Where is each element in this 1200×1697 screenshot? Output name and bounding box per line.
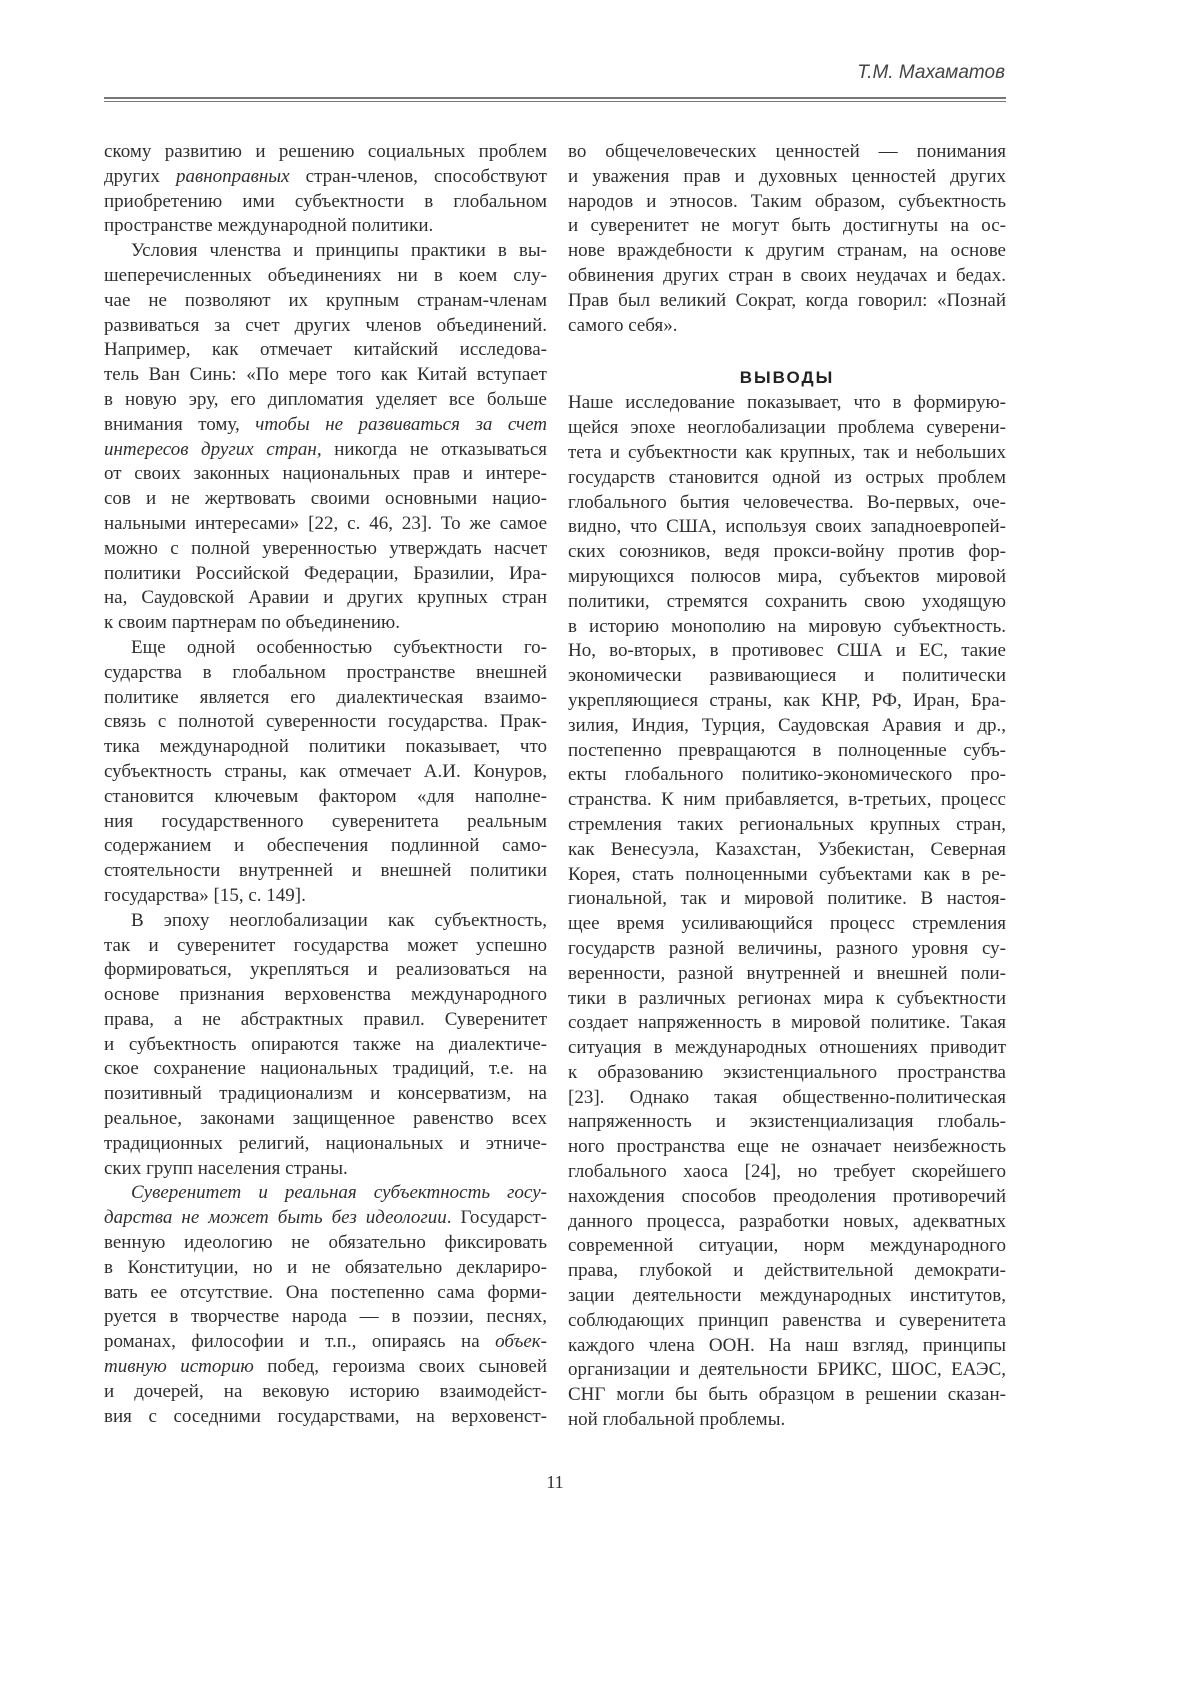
text-span: во общечеловеческих ценностей — понимания bbox=[568, 141, 1006, 162]
text-span: чае не позволяют их крупным странам-членам bbox=[104, 290, 547, 311]
text-line bbox=[568, 1160, 1006, 1185]
text-span: и уважения прав и духовных ценностей других bbox=[568, 166, 1006, 187]
text-line bbox=[568, 664, 1006, 689]
text-span: традиционных религий, национальных и этниче- bbox=[104, 1133, 547, 1154]
text-span: содержанием и обеспечения подлинной само- bbox=[104, 835, 547, 856]
text-line bbox=[568, 1334, 1006, 1359]
section-heading-conclusions: ВЫВОДЫ bbox=[568, 365, 1006, 391]
text-line bbox=[104, 983, 547, 1008]
text-span: ной глобальной проблемы. bbox=[568, 1409, 785, 1430]
text-span: ного пространства еще не означает неизбежность bbox=[568, 1136, 1006, 1157]
italic-text-span: чтобы не развиваться за счет bbox=[255, 414, 547, 435]
text-span: тика международной политики показывает, что bbox=[104, 736, 547, 757]
text-span: Прав был великий Сократ, когда говорил: «Познай bbox=[568, 290, 1006, 311]
text-span: Например, как отмечает китайский исследова- bbox=[104, 339, 547, 360]
text-line bbox=[104, 289, 547, 314]
text-span: скому развитию и решению социальных проблем bbox=[104, 141, 547, 162]
text-span: стремления таких региональных крупных стран, bbox=[568, 814, 1006, 835]
text-line bbox=[568, 441, 1006, 466]
text-span: руется в творчестве народа — в поэзии, песнях, bbox=[104, 1306, 547, 1327]
text-line bbox=[104, 363, 547, 388]
text-span: права, а не абстрактных правил. Суверенитет bbox=[104, 1009, 547, 1030]
text-line bbox=[568, 214, 1006, 239]
text-line bbox=[568, 239, 1006, 264]
paragraph bbox=[104, 239, 547, 636]
text-line bbox=[568, 1210, 1006, 1235]
text-span: В эпоху неоглобализации как субъектность, bbox=[131, 910, 547, 931]
text-line bbox=[104, 1305, 547, 1330]
text-line bbox=[104, 1181, 547, 1206]
text-span: создает напряженность в мировой политике. Такая bbox=[568, 1012, 1006, 1033]
text-span: реальное, законами защищенное равенство всех bbox=[104, 1108, 547, 1129]
text-span: государств становится одной из острых проблем bbox=[568, 467, 1006, 488]
text-span: тики в различных регионах мира к субъектности bbox=[568, 988, 1006, 1009]
text-line bbox=[104, 214, 547, 239]
paragraph bbox=[104, 1181, 547, 1429]
text-line bbox=[104, 438, 547, 463]
text-span: венную идеологию не обязательно фиксировать bbox=[104, 1232, 547, 1253]
text-line bbox=[568, 416, 1006, 441]
text-span: и субъектность опираются также на диалектиче- bbox=[104, 1034, 547, 1055]
text-span: пространстве международной политики. bbox=[104, 215, 433, 236]
text-line bbox=[104, 190, 547, 215]
text-span: государств разной величины, разного уровня су- bbox=[568, 938, 1006, 959]
text-line bbox=[104, 586, 547, 611]
italic-text-span: объек- bbox=[495, 1331, 547, 1352]
text-line bbox=[568, 466, 1006, 491]
text-line bbox=[104, 388, 547, 413]
page-number: 11 bbox=[0, 1472, 1110, 1493]
text-span: мирующихся полюсов мира, субъектов мировой bbox=[568, 566, 1006, 587]
text-line bbox=[104, 1008, 547, 1033]
text-span: глобального бытия человечества. Во-первых, оче- bbox=[568, 492, 1006, 513]
text-span: Еще одной особенностью субъектности го- bbox=[131, 637, 547, 658]
text-span: ситуация в международных отношениях приводит bbox=[568, 1037, 1006, 1058]
text-span: Но, во-вторых, в противовес США и ЕС, такие bbox=[568, 640, 1006, 661]
text-line bbox=[568, 314, 1006, 339]
text-span: нальными интересами» [22, с. 46, 23]. То же самое bbox=[104, 513, 547, 534]
text-line bbox=[568, 1234, 1006, 1259]
text-line bbox=[568, 491, 1006, 516]
italic-text-span: Суверенитет и реальная субъектность госу- bbox=[131, 1182, 547, 1203]
text-span: и дочерей, на вековую историю взаимодейст- bbox=[104, 1381, 547, 1402]
text-line bbox=[568, 912, 1006, 937]
text-line bbox=[568, 639, 1006, 664]
text-span: других bbox=[104, 166, 176, 187]
text-span: тета и субъектности как крупных, так и небольших bbox=[568, 442, 1006, 463]
text-span: к своим партнерам по объединению. bbox=[104, 612, 400, 633]
text-line bbox=[568, 264, 1006, 289]
text-line bbox=[104, 661, 547, 686]
text-line bbox=[104, 338, 547, 363]
text-line bbox=[568, 1284, 1006, 1309]
text-line bbox=[104, 1231, 547, 1256]
text-line bbox=[568, 165, 1006, 190]
text-span: народов и этносов. Таким образом, субъектность bbox=[568, 191, 1006, 212]
text-line bbox=[568, 788, 1006, 813]
text-line bbox=[568, 615, 1006, 640]
text-line bbox=[568, 813, 1006, 838]
text-span: сов и не жертвовать своими основными нацио- bbox=[104, 488, 547, 509]
text-span: в Конституции, но и не обязательно деклариро- bbox=[104, 1257, 547, 1278]
text-span: тель Ван Синь: «По мере того как Китай вступает bbox=[104, 364, 547, 385]
text-line bbox=[104, 264, 547, 289]
text-line bbox=[104, 636, 547, 661]
text-line bbox=[104, 487, 547, 512]
text-line bbox=[104, 934, 547, 959]
text-span: на, Саудовской Аравии и других крупных стран bbox=[104, 587, 547, 608]
paragraph bbox=[568, 391, 1006, 1432]
text-span: [23]. Однако такая общественно-политическая bbox=[568, 1087, 1006, 1108]
text-span: шеперечисленных объединениях ни в коем слу- bbox=[104, 265, 547, 286]
text-span: ских союзников, ведя прокси-войну против фор- bbox=[568, 541, 1006, 562]
text-line bbox=[104, 785, 547, 810]
text-line bbox=[568, 1036, 1006, 1061]
text-line bbox=[104, 1206, 547, 1231]
text-line bbox=[568, 590, 1006, 615]
text-line bbox=[104, 239, 547, 264]
text-span: соблюдающих принцип равенства и суверенитета bbox=[568, 1310, 1006, 1331]
text-line bbox=[104, 884, 547, 909]
text-line bbox=[104, 165, 547, 190]
text-span: нове враждебности к другим странам, на основе bbox=[568, 240, 1006, 261]
text-span: веренности, разной внутренней и внешней поли- bbox=[568, 963, 1006, 984]
text-line bbox=[104, 834, 547, 859]
text-line bbox=[104, 1405, 547, 1430]
text-span: Условия членства и принципы практики в вы- bbox=[131, 240, 547, 261]
text-line bbox=[104, 1281, 547, 1306]
paragraph bbox=[104, 909, 547, 1182]
text-span: организации и деятельности БРИКС, ШОС, ЕАЭС, bbox=[568, 1359, 1006, 1380]
text-line bbox=[104, 611, 547, 636]
text-line bbox=[104, 1157, 547, 1182]
text-span: ское сохранение национальных традиций, т.е. на bbox=[104, 1058, 547, 1079]
text-line bbox=[568, 140, 1006, 165]
text-line bbox=[104, 710, 547, 735]
text-span: щейся эпохе неоглобализации проблема суверени- bbox=[568, 417, 1006, 438]
text-span: политики, стремятся сохранить свою уходящую bbox=[568, 591, 1006, 612]
text-line bbox=[104, 314, 547, 339]
text-span: щее время усиливающийся процесс стремления bbox=[568, 913, 1006, 934]
text-line bbox=[568, 1011, 1006, 1036]
text-span: связь с полнотой суверенности государства. Прак- bbox=[104, 711, 547, 732]
text-span: глобального хаоса [24], но требует скорейшего bbox=[568, 1161, 1006, 1182]
text-line bbox=[104, 1330, 547, 1355]
text-line bbox=[568, 763, 1006, 788]
text-span: зации деятельности международных институтов, bbox=[568, 1285, 1006, 1306]
text-line bbox=[104, 859, 547, 884]
text-line bbox=[568, 190, 1006, 215]
text-line bbox=[568, 987, 1006, 1012]
text-span: развиваться за счет других членов объединений. bbox=[104, 315, 547, 336]
text-line bbox=[568, 714, 1006, 739]
text-span: напряженность и экзистенциализация глобаль- bbox=[568, 1111, 1006, 1132]
text-line bbox=[104, 735, 547, 760]
text-span: видно, что США, используя своих западноевропей- bbox=[568, 516, 1006, 537]
text-line bbox=[104, 512, 547, 537]
text-span: можно с полной уверенностью утверждать насчет bbox=[104, 538, 547, 559]
text-span: как Венесуэла, Казахстан, Узбекистан, Северная bbox=[568, 839, 1006, 860]
text-span: Корея, стать полноценными субъектами как в ре- bbox=[568, 864, 1006, 885]
text-span: Наше исследование показывает, что в формирую- bbox=[568, 392, 1006, 413]
text-line bbox=[568, 1135, 1006, 1160]
left-column bbox=[104, 140, 547, 1429]
text-span: внимания тому, bbox=[104, 414, 255, 435]
text-line bbox=[104, 1082, 547, 1107]
text-line bbox=[568, 739, 1006, 764]
italic-text-span: дарства не может быть без идеологии bbox=[104, 1207, 447, 1228]
text-span: основе признания верховенства международного bbox=[104, 984, 547, 1005]
text-span: от своих законных национальных прав и интере- bbox=[104, 463, 547, 484]
text-line bbox=[104, 1132, 547, 1157]
text-line bbox=[104, 413, 547, 438]
text-line bbox=[104, 1256, 547, 1281]
text-line bbox=[104, 810, 547, 835]
text-line bbox=[104, 1380, 547, 1405]
text-line bbox=[104, 958, 547, 983]
text-span: гиональной, так и мировой политике. В настоя- bbox=[568, 888, 1006, 909]
text-line bbox=[568, 1086, 1006, 1111]
text-span: в новую эру, его дипломатия уделяет все больше bbox=[104, 389, 547, 410]
text-span: сударства в глобальном пространстве внешней bbox=[104, 662, 547, 683]
text-span: странства. К ним прибавляется, в-третьих, процесс bbox=[568, 789, 1006, 810]
text-line bbox=[568, 1309, 1006, 1334]
text-span: . Государст- bbox=[447, 1207, 547, 1228]
text-span: экономически развивающиеся и политически bbox=[568, 665, 1006, 686]
right-column bbox=[568, 140, 1006, 1433]
italic-text-span: равноправных bbox=[176, 166, 290, 187]
text-line bbox=[104, 1057, 547, 1082]
text-span: приобретению ими субъектности в глобальном bbox=[104, 191, 547, 212]
text-span: стоятельности внутренней и внешней политики bbox=[104, 860, 547, 881]
text-line bbox=[568, 838, 1006, 863]
text-line bbox=[568, 1358, 1006, 1383]
text-span: вия с соседними государствами, на верховенст- bbox=[104, 1406, 547, 1427]
text-line bbox=[104, 1355, 547, 1380]
text-span: субъектность страны, как отмечает А.И. Конуров, bbox=[104, 761, 547, 782]
text-line bbox=[568, 565, 1006, 590]
text-span: современной ситуации, норм международного bbox=[568, 1235, 1006, 1256]
text-span: побед, героизма своих сыновей bbox=[254, 1356, 547, 1377]
text-span: данного процесса, разработки новых, адекватных bbox=[568, 1211, 1006, 1232]
paragraph bbox=[568, 140, 1006, 338]
text-line bbox=[104, 140, 547, 165]
text-line bbox=[568, 1259, 1006, 1284]
text-span: и суверенитет не могут быть достигнуты на ос- bbox=[568, 215, 1006, 236]
text-span: обвинения других стран в своих неудачах и бедах. bbox=[568, 265, 1006, 286]
text-span: постепенно превращаются в полноценные субъ- bbox=[568, 740, 1006, 761]
text-span: к образованию экзистенциального пространства bbox=[568, 1062, 1006, 1083]
text-span: никогда не отказываться bbox=[322, 439, 547, 460]
text-line bbox=[568, 1408, 1006, 1433]
conclusions-body bbox=[568, 391, 1006, 1432]
header-rule-bottom bbox=[104, 101, 1006, 102]
text-line bbox=[568, 863, 1006, 888]
text-span: ских групп населения страны. bbox=[104, 1158, 348, 1179]
text-span: позитивный традиционализм и консерватизм, на bbox=[104, 1083, 547, 1104]
text-span: государства» [15, с. 149]. bbox=[104, 885, 306, 906]
text-line bbox=[568, 1185, 1006, 1210]
text-span: становится ключевым фактором «для наполне- bbox=[104, 786, 547, 807]
text-line bbox=[568, 962, 1006, 987]
running-head-author: Т.М. Махаматов bbox=[857, 62, 1005, 84]
text-span: формироваться, укрепляться и реализоваться на bbox=[104, 959, 547, 980]
text-line bbox=[568, 540, 1006, 565]
text-span: стран-членов, способствуют bbox=[290, 166, 547, 187]
text-span: екты глобального политико-экономического про- bbox=[568, 764, 1006, 785]
text-span: самого себя». bbox=[568, 315, 677, 336]
text-line bbox=[568, 689, 1006, 714]
text-span: так и суверенитет государства может успешно bbox=[104, 935, 547, 956]
text-line bbox=[104, 1107, 547, 1132]
text-span: романах, философии и т.п., опираясь на bbox=[104, 1331, 495, 1352]
right-column-continuation bbox=[568, 140, 1006, 338]
text-line bbox=[104, 760, 547, 785]
italic-text-span: тивную историю bbox=[104, 1356, 254, 1377]
text-span: политике является его диалектическая взаимо- bbox=[104, 687, 547, 708]
text-line bbox=[104, 537, 547, 562]
text-line bbox=[568, 887, 1006, 912]
text-span: СНГ могли бы быть образцом в решении сказан- bbox=[568, 1384, 1006, 1405]
text-span: каждого члена ООН. На наш взгляд, принципы bbox=[568, 1335, 1006, 1356]
text-span: укрепляющиеся страны, как КНР, РФ, Иран, Бра- bbox=[568, 690, 1006, 711]
text-line bbox=[568, 937, 1006, 962]
paragraph bbox=[104, 636, 547, 909]
text-line bbox=[568, 1383, 1006, 1408]
text-line bbox=[104, 686, 547, 711]
text-span: в историю монополию на мировую субъектность. bbox=[568, 616, 1006, 637]
italic-text-span: интересов других стран, bbox=[104, 439, 322, 460]
text-line bbox=[568, 1061, 1006, 1086]
text-span: вать ее отсутствие. Она постепенно сама форми- bbox=[104, 1282, 547, 1303]
paragraph bbox=[104, 140, 547, 239]
text-line bbox=[104, 1033, 547, 1058]
text-line bbox=[568, 391, 1006, 416]
text-span: зилия, Индия, Турция, Саудовская Аравия и др., bbox=[568, 715, 1006, 736]
text-span: ния государственного суверенитета реальным bbox=[104, 811, 547, 832]
header-rule-top bbox=[104, 97, 1006, 99]
text-line bbox=[104, 562, 547, 587]
text-line bbox=[568, 515, 1006, 540]
text-span: права, глубокой и действительной демократи- bbox=[568, 1260, 1006, 1281]
text-line bbox=[568, 289, 1006, 314]
text-line bbox=[104, 909, 547, 934]
text-line bbox=[104, 462, 547, 487]
text-span: политики Российской Федерации, Бразилии, Ира- bbox=[104, 563, 547, 584]
text-line bbox=[568, 1110, 1006, 1135]
text-span: нахождения способов преодоления противоречий bbox=[568, 1186, 1006, 1207]
